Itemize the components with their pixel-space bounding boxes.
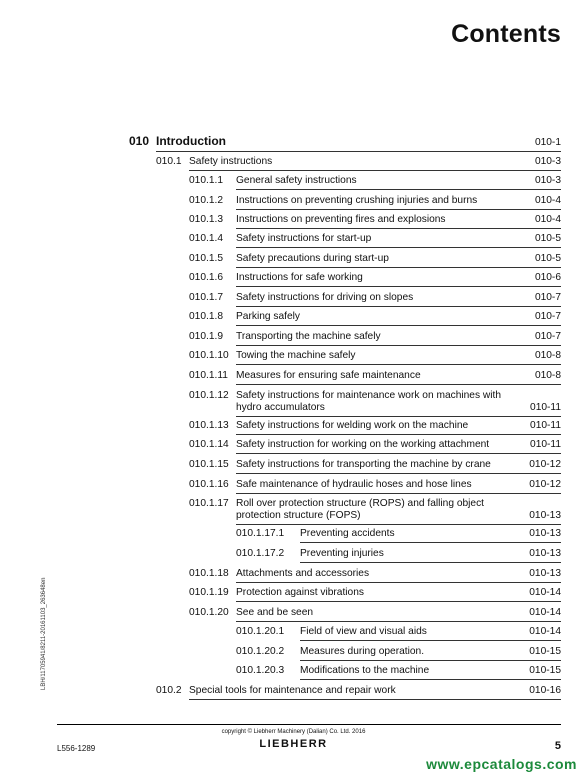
toc-entry-rule	[189, 170, 561, 171]
toc-entry-rule	[236, 306, 561, 307]
toc-entry-page: 010-6	[534, 272, 561, 283]
toc-entry-page: 010-14	[529, 607, 561, 618]
toc-entry-rule	[236, 286, 561, 287]
toc-entry-title: Preventing injuries	[300, 548, 384, 559]
toc-entry-title: Safety instruction for working on the working attachment	[236, 439, 490, 450]
toc-entry-rule	[236, 434, 561, 435]
toc-entry-page: 010-7	[534, 292, 561, 303]
toc-entry-page: 010-5	[534, 253, 561, 264]
toc-entry-number: 010.1.9	[189, 331, 223, 342]
toc-entry-rule	[236, 453, 561, 454]
toc-entry-rule	[236, 493, 561, 494]
toc-entry-page: 010-16	[529, 685, 561, 696]
toc-entry-title: Transporting the machine safely	[236, 331, 381, 342]
toc-entry-number: 010.1.7	[189, 292, 223, 303]
toc-entry-page: 010-13	[529, 528, 561, 539]
toc-entry-page: 010-13	[529, 510, 561, 521]
toc-entry-page: 010-13	[529, 548, 561, 559]
toc-entry-rule	[236, 601, 561, 602]
toc-entry-number: 010	[129, 134, 150, 148]
toc-entry-rule	[236, 416, 561, 417]
toc-entry-number: 010.1.16	[189, 479, 229, 490]
toc-entry-page: 010-15	[529, 665, 561, 676]
toc-entry-number: 010.1.12	[189, 390, 229, 401]
page-title: Contents	[451, 20, 561, 48]
toc-entry-rule	[236, 384, 561, 385]
toc-entry-rule	[236, 621, 561, 622]
toc-entry-number: 010.2	[156, 685, 182, 696]
toc-entry-number: 010.1.5	[189, 253, 223, 264]
toc-entry-number: 010.1.1	[189, 175, 223, 186]
toc-entry-rule	[300, 679, 561, 680]
toc-entry-title: Introduction	[156, 134, 226, 148]
toc-entry-title: Roll over protection structure (ROPS) and falling object protection structure (FOPS)	[236, 498, 485, 521]
toc-entry-page: 010-7	[534, 311, 561, 322]
toc-entry-title: Safety instructions for driving on slopes	[236, 292, 414, 303]
toc-entry-title: Safety precautions during start-up	[236, 253, 389, 264]
toc-entry-title: Measures during operation.	[300, 646, 425, 657]
toc-entry-number: 010.1.14	[189, 439, 229, 450]
toc-entry-rule	[236, 473, 561, 474]
toc-entry-rule	[236, 345, 561, 346]
toc-entry-title: Measures for ensuring safe maintenance	[236, 370, 421, 381]
toc-entry-page: 010-1	[534, 137, 561, 148]
toc-entry-rule	[300, 542, 561, 543]
toc-entry-rule	[156, 151, 561, 152]
toc-entry-title: Safety instructions for welding work on the machine	[236, 420, 469, 431]
toc-entry-page: 010-12	[529, 459, 561, 470]
toc-entry-title: Protection against vibrations	[236, 587, 364, 598]
toc-entry-title: Instructions on preventing crushing injuries and burns	[236, 195, 478, 206]
toc-entry-page: 010-15	[529, 646, 561, 657]
toc-entry-title: Parking safely	[236, 311, 300, 322]
document-number: L556-1289	[57, 744, 96, 753]
toc-entry-rule	[236, 267, 561, 268]
toc-entry-rule	[236, 228, 561, 229]
toc-entry-rule	[236, 189, 561, 190]
toc-entry-title: Towing the machine safely	[236, 350, 356, 361]
watermark-text: www.epcatalogs.com	[426, 756, 577, 772]
toc-entry-title: Safety instructions for maintenance work on machines with hydro accumulators	[236, 390, 501, 413]
toc-entry-title: Safety instructions	[189, 156, 273, 167]
toc-entry-number: 010.1.17.2	[236, 548, 285, 559]
page-number: 5	[554, 740, 561, 752]
toc-entry-number: 010.1.18	[189, 568, 229, 579]
toc-entry-number: 010.1.20.3	[236, 665, 285, 676]
toc-entry-rule	[236, 247, 561, 248]
toc-entry-title: Instructions on preventing fires and explosions	[236, 214, 446, 225]
toc-entry-title: Field of view and visual aids	[300, 626, 427, 637]
toc-entry-title: Safety instructions for transporting the machine by crane	[236, 459, 491, 470]
toc-entry-number: 010.1.20	[189, 607, 229, 618]
toc-entry-number: 010.1.11	[189, 370, 228, 381]
toc-entry-page: 010-4	[534, 214, 561, 225]
toc-entry-rule	[300, 640, 561, 641]
toc-entry-rule	[189, 699, 561, 700]
toc-entry-page: 010-11	[530, 402, 561, 413]
toc-entry-title: Preventing accidents	[300, 528, 395, 539]
toc-entry-number: 010.1.8	[189, 311, 223, 322]
toc-entry-rule	[236, 582, 561, 583]
toc-entry-number: 010.1.15	[189, 459, 229, 470]
copyright-text: copyright © Liebherr Machinery (Dalian) Co. Ltd. 2016	[221, 729, 366, 735]
toc-entry-page: 010-7	[534, 331, 561, 342]
toc-entry-number: 010.1.19	[189, 587, 229, 598]
toc-entry-title: Attachments and accessories	[236, 568, 370, 579]
toc-entry-page: 010-3	[534, 175, 561, 186]
brand-logo: LIEBHERR	[259, 738, 328, 750]
toc-entry-number: 010.1.13	[189, 420, 229, 431]
toc-entry-rule	[300, 562, 561, 563]
toc-entry-page: 010-8	[534, 370, 561, 381]
toc-entry-number: 010.1	[156, 156, 182, 167]
toc-entry-number: 010.1.2	[189, 195, 223, 206]
toc-entry-page: 010-14	[529, 626, 561, 637]
toc-entry-title: Safe maintenance of hydraulic hoses and hose lines	[236, 479, 472, 490]
document-side-code: LBH/11705941/8211-20161103_263648en	[41, 577, 47, 690]
toc-entry-number: 010.1.6	[189, 272, 223, 283]
footer-divider	[57, 724, 561, 725]
toc-entry-page: 010-11	[530, 420, 561, 431]
toc-entry-page: 010-14	[529, 587, 561, 598]
toc-entry-page: 010-4	[534, 195, 561, 206]
toc-entry-title: Instructions for safe working	[236, 272, 363, 283]
toc-entry-rule	[236, 209, 561, 210]
toc-entry-rule	[300, 660, 561, 661]
toc-entry-page: 010-5	[534, 233, 561, 244]
toc-entry-number: 010.1.3	[189, 214, 223, 225]
toc-entry-title: Modifications to the machine	[300, 665, 430, 676]
toc-entry-rule	[236, 364, 561, 365]
toc-entry-page: 010-13	[529, 568, 561, 579]
toc-entry-number: 010.1.17.1	[236, 528, 285, 539]
toc-entry-number: 010.1.17	[189, 498, 229, 509]
toc-entry-title: Special tools for maintenance and repair work	[189, 685, 396, 696]
toc-entry-title: Safety instructions for start-up	[236, 233, 372, 244]
toc-entry-title: General safety instructions	[236, 175, 357, 186]
toc-entry-page: 010-11	[530, 439, 561, 450]
toc-entry-title: See and be seen	[236, 607, 314, 618]
toc-entry-rule	[236, 325, 561, 326]
toc-entry-page: 010-8	[534, 350, 561, 361]
toc-entry-number: 010.1.20.1	[236, 626, 285, 637]
toc-entry-number: 010.1.20.2	[236, 646, 285, 657]
toc-entry-rule	[236, 524, 561, 525]
toc-entry-number: 010.1.10	[189, 350, 229, 361]
toc-entry-number: 010.1.4	[189, 233, 223, 244]
toc-entry-page: 010-3	[534, 156, 561, 167]
toc-entry-page: 010-12	[529, 479, 561, 490]
